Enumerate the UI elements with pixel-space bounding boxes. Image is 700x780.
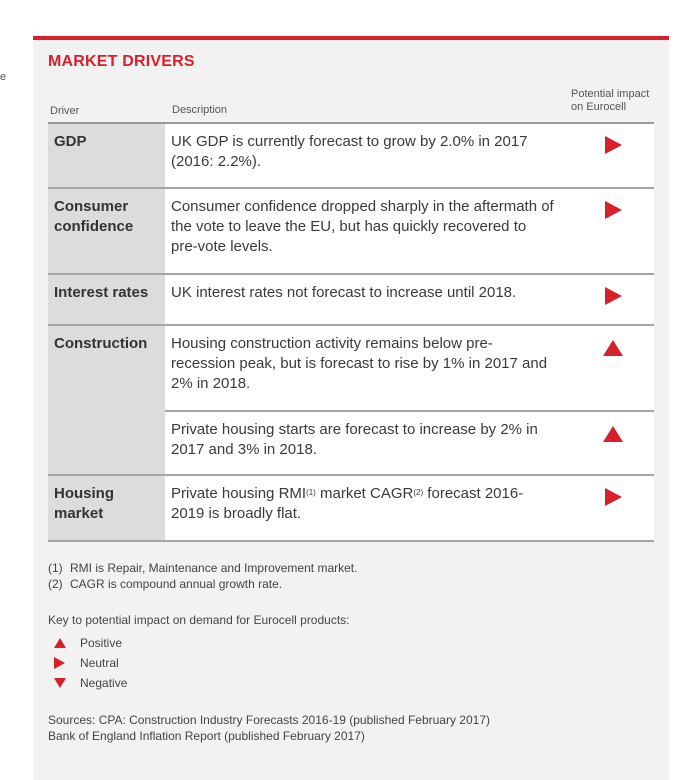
footnotes	[48, 560, 357, 592]
description-text: forecast 2016-2019 is broadly flat.	[171, 485, 524, 522]
market-drivers-panel	[33, 36, 669, 780]
drivers-table	[48, 122, 654, 542]
neutral-impact-icon	[605, 201, 622, 219]
table-row-housing-market	[48, 476, 654, 542]
impact-cell	[564, 326, 654, 410]
negative-triangle-icon	[54, 678, 66, 688]
positive-triangle-icon	[54, 638, 66, 648]
table-row-interest-rates	[48, 275, 654, 326]
key-item-negative	[54, 673, 127, 693]
impact-cell	[564, 412, 654, 474]
footnote-number: (2)	[48, 577, 63, 591]
key-label: Negative	[80, 676, 128, 690]
footnote-ref: (1)	[306, 488, 316, 497]
description-cell: UK interest rates not forecast to increase until 2018.	[171, 284, 517, 301]
driver-cell: Consumer confidence	[48, 189, 165, 273]
footnote	[48, 560, 357, 576]
sources	[48, 712, 490, 744]
header-driver: Driver	[50, 105, 80, 117]
neutral-triangle-icon	[54, 657, 65, 669]
panel-title: MARKET DRIVERS	[48, 53, 195, 70]
source-line: Sources: CPA: Construction Industry Forecasts 2016-19 (published February 2017)	[48, 713, 490, 727]
description-cell: Private housing starts are forecast to increase by 2% in 2017 and 3% in 2018.	[171, 421, 538, 458]
footnote-ref: (2)	[413, 488, 424, 497]
neutral-impact-icon	[605, 488, 622, 506]
driver-cell: Housing market	[48, 476, 165, 540]
header-impact-line2: on Eurocell	[571, 101, 627, 113]
footnote	[48, 576, 357, 592]
description-cell: Housing construction activity remains below pre-recession peak, but is forecast to rise by 1% in 2017 and 2% in 2018.	[171, 335, 548, 392]
impact-cell	[564, 275, 654, 324]
description-text: Private housing RMI	[171, 485, 307, 502]
description-cell	[165, 476, 564, 540]
impact-cell	[564, 476, 654, 540]
header-impact	[571, 88, 661, 114]
footnote-number: (1)	[48, 561, 63, 575]
description-text: market CAGR	[315, 485, 414, 502]
neutral-impact-icon	[605, 136, 622, 154]
impact-cell	[564, 189, 654, 273]
driver-cell: Interest rates	[48, 275, 165, 324]
header-description: Description	[172, 104, 228, 116]
footnote-text: CAGR is compound annual growth rate.	[70, 577, 283, 591]
table-row-consumer-confidence	[48, 189, 654, 275]
key-item-neutral	[54, 653, 127, 673]
impact-key	[54, 633, 127, 693]
impact-cell	[564, 124, 654, 187]
key-item-positive	[54, 633, 127, 653]
footnote-text: RMI is Repair, Maintenance and Improvement market.	[70, 561, 358, 575]
key-heading: Key to potential impact on demand for Eurocell products:	[48, 613, 350, 627]
stray-text-fragment: e	[0, 71, 7, 83]
description-cell: Consumer confidence dropped sharply in the aftermath of the vote to leave the EU, but has quickly recovered to pre-vote levels.	[171, 198, 554, 255]
source-line: Bank of England Inflation Report (published February 2017)	[48, 729, 365, 743]
description-cell: UK GDP is currently forecast to grow by 2.0% in 2017 (2016: 2.2%).	[171, 133, 528, 170]
table-row-gdp	[48, 124, 654, 189]
positive-impact-icon	[603, 426, 623, 442]
driver-cell: Construction	[48, 326, 165, 474]
header-impact-line1: Potential impact	[571, 88, 650, 100]
positive-impact-icon	[603, 340, 623, 356]
key-label: Positive	[80, 636, 123, 650]
neutral-impact-icon	[605, 287, 622, 305]
key-label: Neutral	[80, 656, 119, 670]
driver-cell: GDP	[48, 124, 165, 187]
table-row-construction	[48, 326, 654, 476]
